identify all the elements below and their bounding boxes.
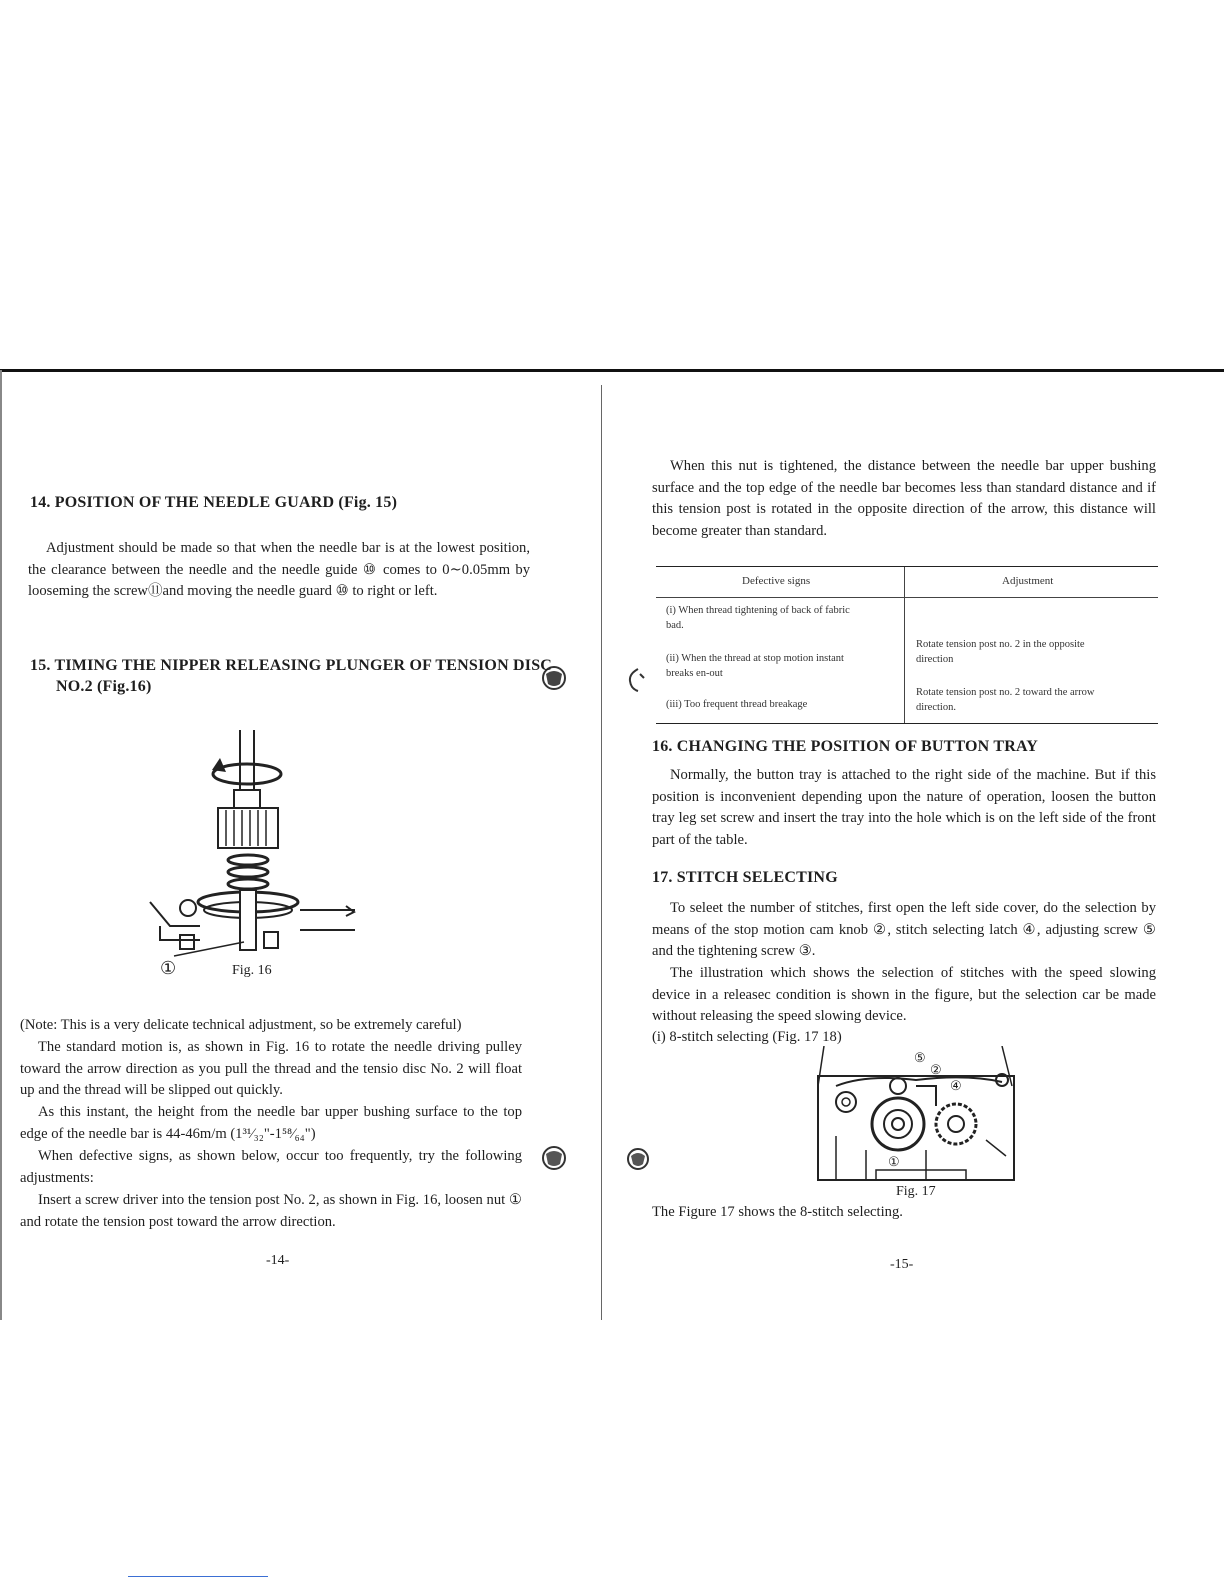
section-14-heading: 14. POSITION OF THE NEEDLE GUARD (Fig. 15): [30, 494, 398, 511]
table-header-defective-signs: Defective signs: [742, 575, 811, 587]
section-17-after-figure: The Figure 17 shows the 8-stitch selecting.: [652, 1204, 903, 1220]
bottom-underline: [128, 1576, 268, 1577]
defect-adjustment-table: [656, 566, 1158, 724]
section-15-para1: The standard motion is, as shown in Fig. 16 to rotate the needle driving pulley toward the arrow direction as you pull the thread and the tensio disc No. 2 will float up and the thread will be slipped out quickly.: [20, 1039, 522, 1098]
section-17-heading: 17. STITCH SELECTING: [652, 869, 838, 886]
section-17-para1: To seleet the number of stitches, first open the left side cover, do the selection by means of the stop motion cam knob ②, stitch selecting latch ④, adjusting screw ⑤ and the tightening screw ③.: [652, 900, 1156, 959]
page-gutter: [601, 385, 602, 1320]
section-16-body: Normally, the button tray is attached to the right side of the machine. But if this position is inconvenient depending upon the nature of operation, loosen the button tray leg set screw and insert the tray into the hole which is on the left side of the front part of the table.: [652, 767, 1156, 848]
page-number-left: -14-: [266, 1253, 290, 1268]
fig16-callout-1: ①: [160, 958, 177, 978]
binding-hole-icon: [626, 666, 650, 694]
table-sign-1: (i) When thread tightening of back of fabric bad.: [666, 605, 850, 631]
table-header-line: [656, 597, 1158, 598]
table-column-separator: [904, 567, 905, 723]
section-15-para3: When defective signs, as shown below, occur too frequently, try the following adjustments:: [20, 1148, 522, 1186]
table-sign-2: (ii) When the thread at stop motion instant breaks en-out: [666, 653, 844, 679]
fig17-label-2: ②: [930, 1062, 942, 1077]
section-16-heading: 16. CHANGING THE POSITION OF BUTTON TRAY: [652, 738, 1039, 755]
fig17-stitch-selecting-illustration: [806, 1046, 1026, 1186]
table-adjustment-2: Rotate tension post no. 2 toward the arrow direction.: [916, 687, 1095, 713]
binding-hole-icon: [626, 1146, 650, 1172]
table-adjustment-1: Rotate tension post no. 2 in the opposite direction: [916, 639, 1085, 665]
fig17-label-5: ⑤: [914, 1050, 926, 1065]
section-15-para2: As this instant, the height from the needle bar upper bushing surface to the top edge of the needle bar is 44-46m/m (1³¹⁄₃₂"-1⁵⁸⁄₆₄"): [20, 1104, 522, 1142]
page-number-right: -15-: [890, 1257, 914, 1272]
fig17-label-1: ①: [888, 1154, 900, 1169]
section-15-para4: Insert a screw driver into the tension post No. 2, as shown in Fig. 16, loosen nut ① and rotate the tension post toward the arrow direction.: [20, 1192, 522, 1230]
section-15-note: (Note: This is a very delicate technical adjustment, so be extremely careful): [20, 1017, 462, 1033]
section-17-sub: (i) 8-stitch selecting (Fig. 17 18): [652, 1029, 842, 1045]
scan-left-edge: [0, 370, 2, 1320]
section-15-heading-line1: 15. TIMING THE NIPPER RELEASING PLUNGER OF TENSION DISC: [30, 657, 553, 674]
fig17-label-4: ④: [950, 1078, 962, 1093]
section-14-body: Adjustment should be made so that when the needle bar is at the lowest position, the clearance between the needle and the needle guide ⑩ comes to 0∼0.05mm by looseming the screw⑪and moving the needle guard ⑩ to right or left.: [28, 540, 530, 599]
section-17-para2: The illustration which shows the selection of stitches with the speed slowing device in a releasec condition is shown in the figure, but the selection car be made without releasing the speed slowing device.: [652, 965, 1156, 1024]
fig16-caption: Fig. 16: [232, 963, 272, 978]
fig17-caption: Fig. 17: [896, 1184, 936, 1199]
scan-top-border: [0, 369, 1224, 372]
section-15-heading-line2: NO.2 (Fig.16): [56, 678, 152, 695]
table-header-adjustment: Adjustment: [1002, 575, 1054, 587]
right-intro: When this nut is tightened, the distance between the needle bar upper bushing surface and the top edge of the needle bar becomes less than standard distance and if this tension post is rotated in the opposite direction of the arrow, this distance will become greater than standard.: [652, 458, 1156, 539]
binding-hole-icon: [540, 1144, 568, 1172]
fig16-tension-post-illustration: [140, 730, 360, 960]
table-sign-3: (iii) Too frequent thread breakage: [666, 699, 808, 710]
